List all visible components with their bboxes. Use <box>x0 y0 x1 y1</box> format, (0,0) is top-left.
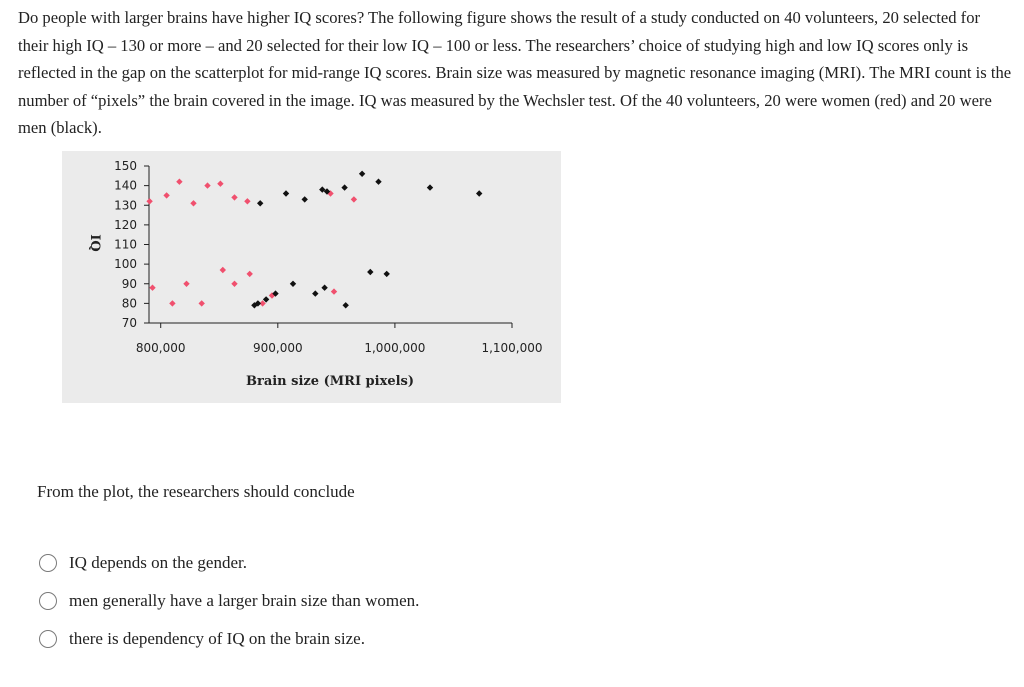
data-point-men <box>302 196 308 202</box>
data-point-men <box>321 285 327 291</box>
x-tick-label: 1,100,000 <box>481 341 543 355</box>
data-point-men <box>359 171 365 177</box>
data-point-men <box>476 190 482 196</box>
data-point-women <box>183 281 189 287</box>
scatter-chart <box>62 151 561 403</box>
option-label: IQ depends on the gender. <box>69 553 247 572</box>
data-point-women <box>331 288 337 294</box>
y-tick-label: 140 <box>114 178 137 193</box>
y-tick-label: 130 <box>114 198 137 213</box>
data-point-men <box>283 190 289 196</box>
radio-button[interactable] <box>39 554 57 572</box>
data-point-women <box>247 271 253 277</box>
data-point-women <box>351 196 357 202</box>
data-point-men <box>343 302 349 308</box>
option-label: there is dependency of IQ on the brain size. <box>69 629 365 648</box>
question-text: Do people with larger brains have higher IQ scores? The following figure shows the result of a study conducted on 40 volunteers, 20 selected for their high IQ – 130 or more – and 20 selected for their low IQ – 100 or less. The researchers’ choice of studying high and low IQ scores only is reflected in the gap on the scatterplot for mid-range IQ scores. Brain size was measured by magnetic resonance imaging (MRI). The MRI count is the number of “pixels” the brain covered in the image. IQ was measured by the Wechsler test. Of the 40 volunteers, 20 were women (red) and 20 were men (black). <box>18 8 1012 138</box>
data-point-women <box>231 281 237 287</box>
series-men <box>251 171 482 309</box>
data-point-women <box>176 179 182 185</box>
y-tick-label: 120 <box>114 217 137 232</box>
data-point-women <box>149 285 155 291</box>
radio-button[interactable] <box>39 592 57 610</box>
y-tick-label: 110 <box>114 237 137 252</box>
scatter-plot-panel <box>62 151 561 403</box>
data-point-men <box>312 290 318 296</box>
y-tick-label: 90 <box>121 276 137 291</box>
data-point-men <box>341 184 347 190</box>
option-brain-size-men-women[interactable] <box>39 582 419 620</box>
data-point-men <box>375 179 381 185</box>
data-point-women <box>146 198 152 204</box>
x-axis-label: Brain size (MRI pixels) <box>245 374 415 389</box>
data-points <box>146 171 482 309</box>
data-point-women <box>190 200 196 206</box>
data-point-women <box>169 300 175 306</box>
answer-options <box>39 544 419 658</box>
data-point-women <box>204 182 210 188</box>
data-point-men <box>427 184 433 190</box>
y-tick-label: 100 <box>114 257 137 272</box>
data-point-women <box>217 181 223 187</box>
data-point-women <box>231 194 237 200</box>
y-tick-label: 80 <box>121 296 137 311</box>
data-point-women <box>199 300 205 306</box>
y-axis-label: IQ <box>87 234 102 252</box>
data-point-men <box>290 281 296 287</box>
data-point-men <box>384 271 390 277</box>
option-gender[interactable] <box>39 544 419 582</box>
question-prompt: From the plot, the researchers should conclude <box>37 482 355 501</box>
data-point-women <box>244 198 250 204</box>
data-point-men <box>367 269 373 275</box>
data-point-women <box>163 192 169 198</box>
x-tick-label: 800,000 <box>135 341 186 355</box>
option-label: men generally have a larger brain size than women. <box>69 591 420 610</box>
option-iq-brain-dependency[interactable] <box>39 620 419 658</box>
x-tick-labels <box>136 341 543 355</box>
y-tick-labels <box>114 159 137 330</box>
y-tick-label: 70 <box>121 316 137 330</box>
x-tick-label: 900,000 <box>252 341 303 355</box>
radio-button[interactable] <box>39 630 57 648</box>
data-point-men <box>257 200 263 206</box>
x-tick-label: 1,000,000 <box>364 341 426 355</box>
y-tick-label: 150 <box>114 159 137 173</box>
data-point-women <box>220 267 226 273</box>
